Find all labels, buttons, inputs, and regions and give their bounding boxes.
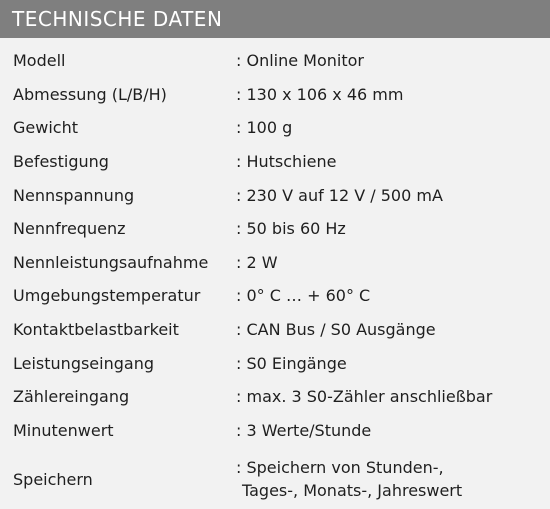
- spec-row-speichern: [0, 447, 550, 509]
- spec-value: : S0 Eingänge: [236, 353, 347, 373]
- spec-row-nennspannung: [0, 178, 550, 212]
- spec-label: Nennfrequenz: [13, 219, 126, 239]
- spec-value-line: Tages-, Monats-, Jahreswert: [242, 481, 463, 501]
- spec-label: Befestigung: [13, 152, 109, 172]
- spec-value: : Online Monitor: [236, 51, 364, 71]
- spec-label: Minutenwert: [13, 420, 114, 440]
- spec-label: Abmessung (L/B/H): [13, 84, 167, 104]
- spec-label: Nennleistungsaufnahme: [13, 252, 209, 272]
- spec-value: : 130 x 106 x 46 mm: [236, 84, 404, 104]
- spec-row-kontaktbelastbarkeit: [0, 313, 550, 347]
- spec-row-minutenwert: [0, 414, 550, 448]
- spec-row-modell: [0, 44, 550, 78]
- spec-value: : Hutschiene: [236, 152, 337, 172]
- spec-row-zaehlereingang: [0, 380, 550, 414]
- spec-value: : 3 Werte/Stunde: [236, 420, 372, 440]
- spec-label: Umgebungstemperatur: [13, 286, 201, 306]
- spec-label: Modell: [13, 51, 66, 71]
- spec-value: : 230 V auf 12 V / 500 mA: [236, 185, 443, 205]
- spec-label: Leistungseingang: [13, 353, 154, 373]
- spec-label: Gewicht: [13, 118, 78, 138]
- spec-value: [236, 456, 550, 502]
- spec-value: : 2 W: [236, 252, 278, 272]
- spec-row-gewicht: [0, 111, 550, 145]
- spec-table: [0, 44, 550, 509]
- spec-row-nennleistungsaufnahme: [0, 246, 550, 280]
- spec-value: : 50 bis 60 Hz: [236, 219, 346, 239]
- spec-value: : 0° C … + 60° C: [236, 286, 371, 306]
- spec-value: : 100 g: [236, 118, 293, 138]
- spec-row-umgebungstemperatur: [0, 279, 550, 313]
- section-title: TECHNISCHE DATEN: [0, 0, 550, 38]
- spec-value: : max. 3 S0-Zähler anschließbar: [236, 387, 493, 407]
- spec-row-abmessung: [0, 78, 550, 112]
- spec-label: Nennspannung: [13, 185, 135, 205]
- spec-label: Zählereingang: [13, 387, 130, 407]
- spec-value: : CAN Bus / S0 Ausgänge: [236, 320, 436, 340]
- spec-row-nennfrequenz: [0, 212, 550, 246]
- spec-label: Speichern: [13, 469, 93, 489]
- spec-row-befestigung: [0, 145, 550, 179]
- spec-value-line: : Speichern von Stunden-,: [236, 458, 444, 478]
- spec-row-leistungseingang: [0, 346, 550, 380]
- spec-label: Kontaktbelastbarkeit: [13, 320, 179, 340]
